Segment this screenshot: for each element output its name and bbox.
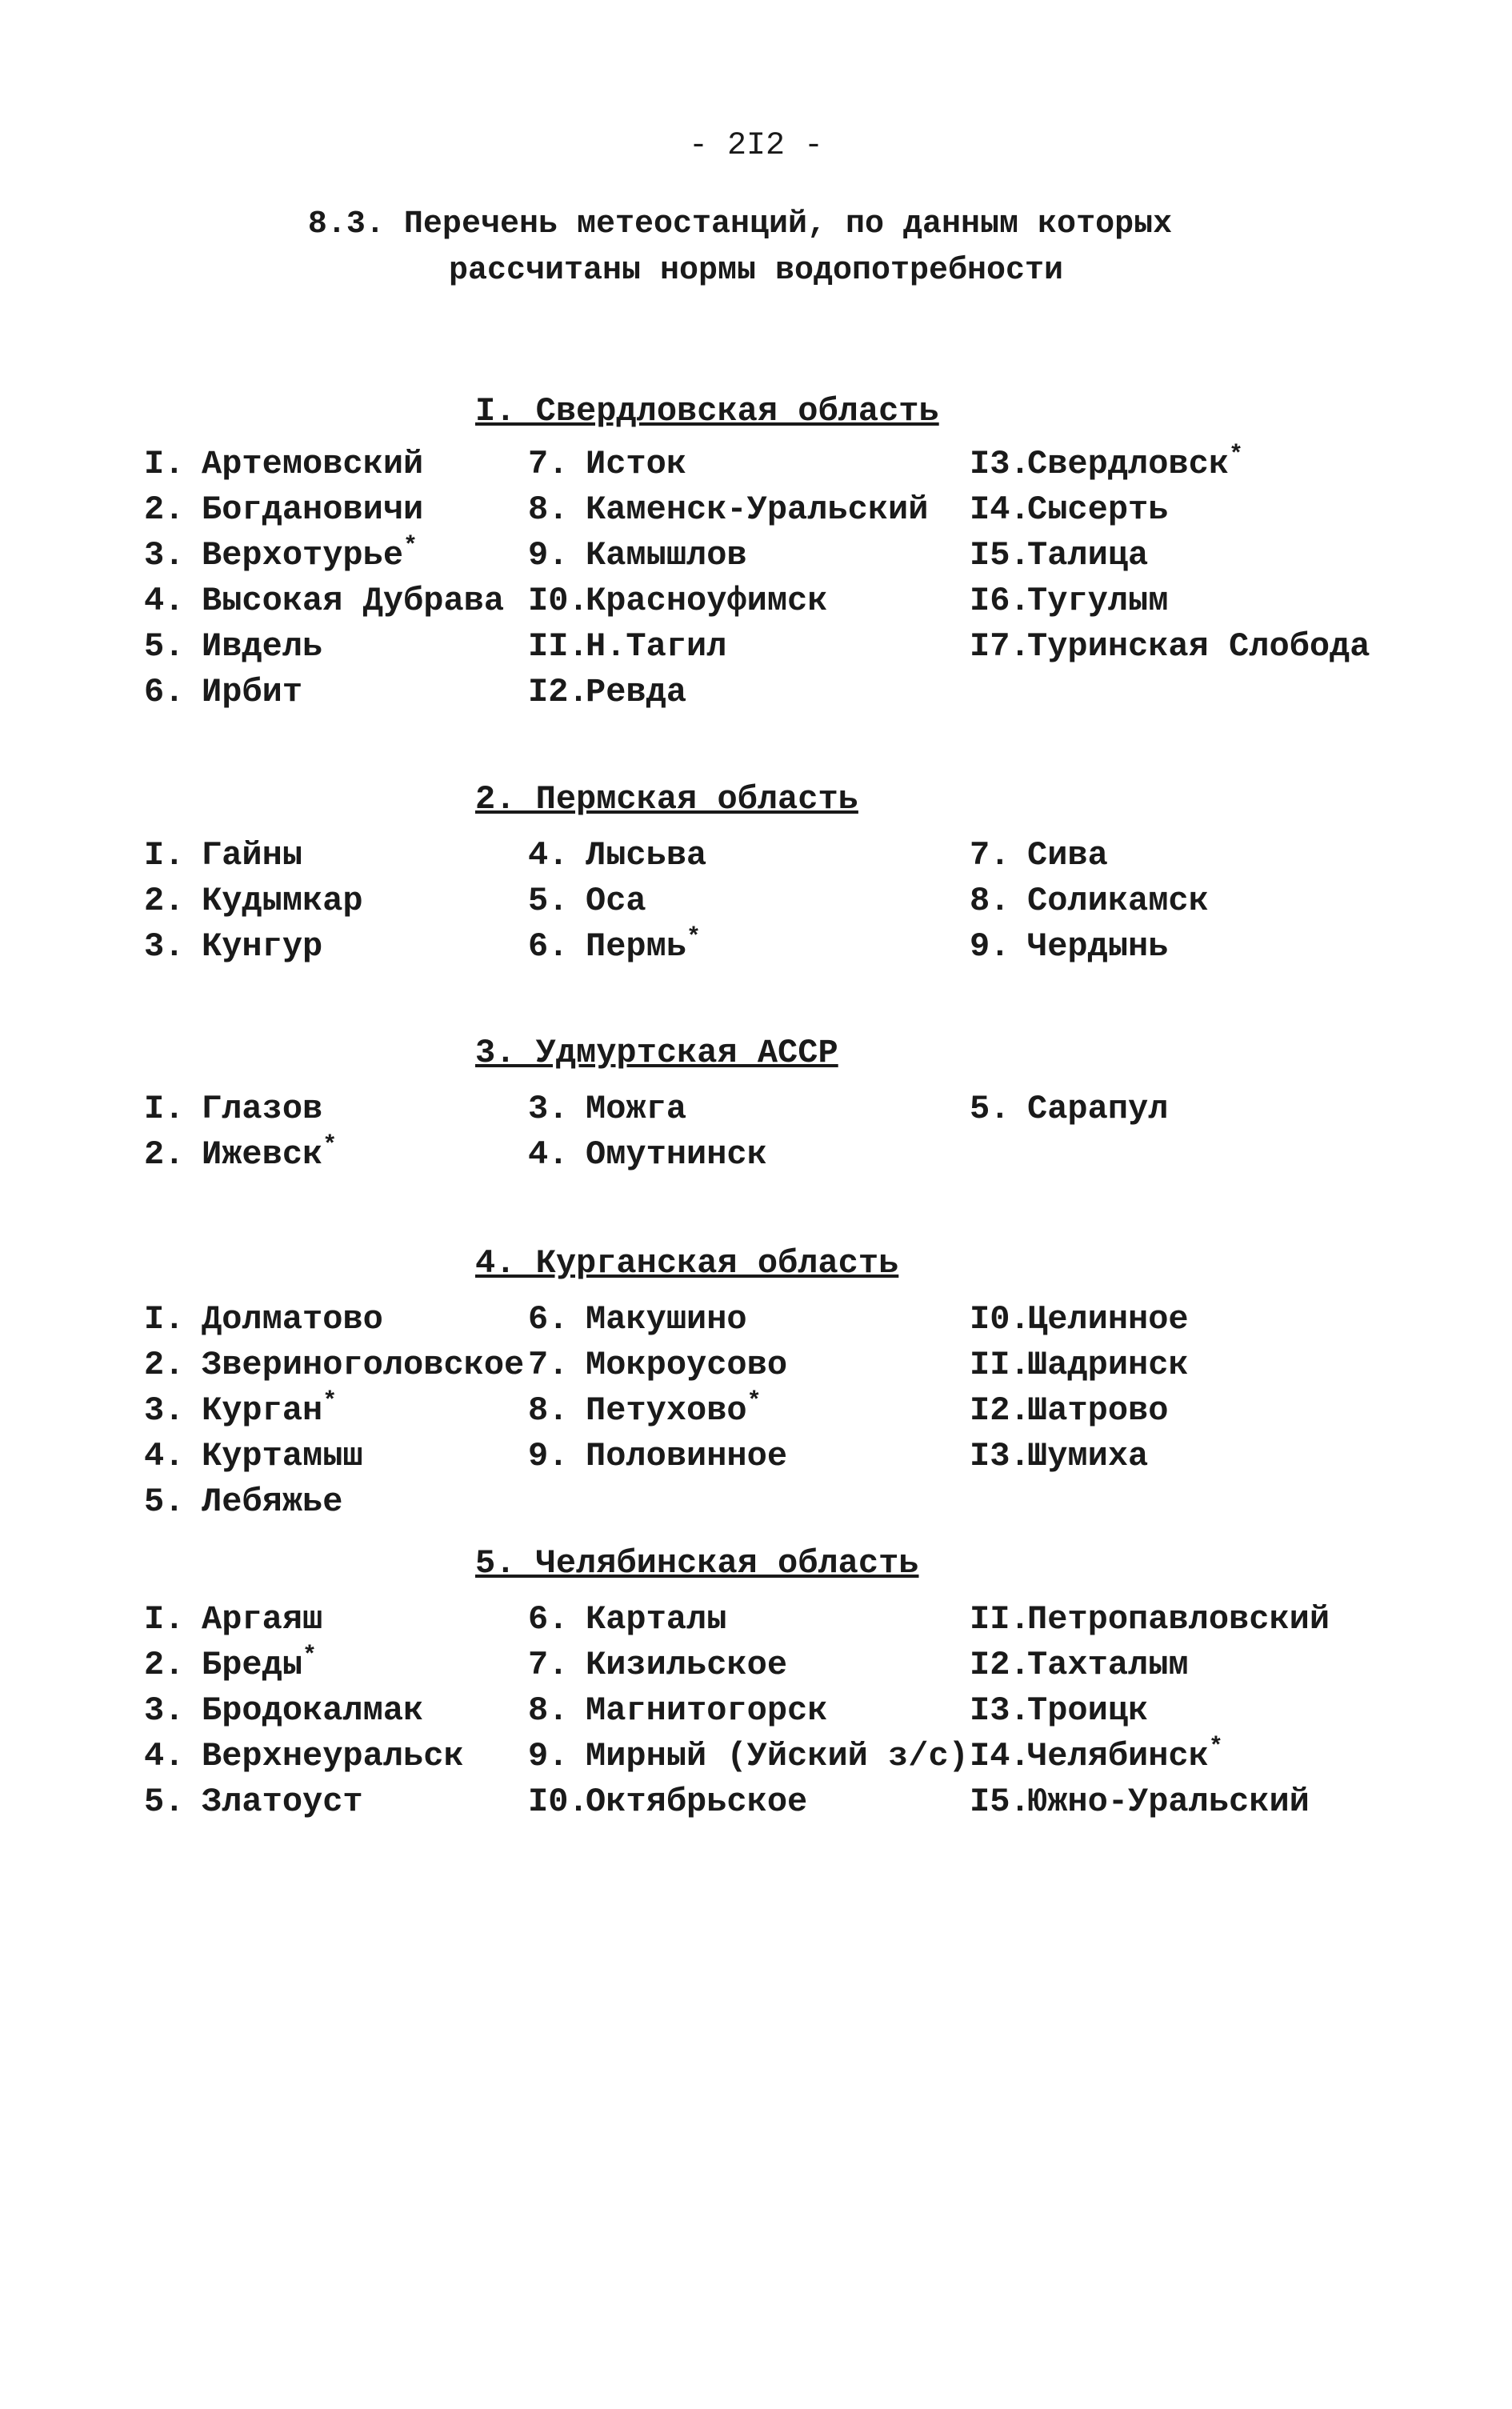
station-column	[144, 1300, 524, 1528]
station-number: 7.	[528, 1346, 569, 1384]
station-name: Долматово	[202, 1300, 383, 1339]
station-number: 5.	[144, 1783, 185, 1821]
title-line-2: рассчитаны нормы водопотребности	[448, 253, 1064, 289]
station-name: Артемовский	[202, 445, 424, 483]
asterisk-mark: *	[1208, 1734, 1223, 1761]
station-item	[144, 533, 504, 582]
station-name: Куртамыш	[202, 1437, 363, 1475]
station-item	[528, 536, 928, 582]
station-number: 4.	[144, 582, 185, 620]
station-name: Ревда	[586, 673, 687, 711]
station-name: Исток	[586, 445, 687, 483]
station-number: 4.	[144, 1737, 185, 1775]
station-name: Сарапул	[1027, 1090, 1169, 1128]
station-item	[970, 1090, 1168, 1135]
station-name: Ижевск	[202, 1135, 323, 1174]
station-item	[528, 582, 928, 627]
section-heading: I. Свердловская область	[475, 392, 939, 430]
station-column	[144, 445, 504, 718]
station-item	[970, 1646, 1330, 1691]
station-name: Ивдель	[202, 627, 323, 666]
station-name: Свердловск	[1027, 445, 1230, 483]
station-item	[528, 1437, 787, 1483]
station-item	[528, 445, 928, 490]
station-item	[528, 1346, 787, 1391]
station-number: I3.	[970, 445, 1030, 483]
station-column	[144, 836, 363, 973]
station-name: Соликамск	[1027, 882, 1209, 920]
station-number: I2.	[528, 673, 589, 711]
station-column	[970, 1090, 1168, 1135]
station-name: Курган	[202, 1391, 323, 1430]
station-number: I4.	[970, 1737, 1030, 1775]
station-name: Бреды	[202, 1646, 303, 1684]
station-number: 8.	[528, 490, 569, 529]
station-item	[970, 1600, 1330, 1646]
station-name: Кунгур	[202, 927, 323, 966]
station-item	[970, 442, 1370, 490]
station-item	[144, 1600, 464, 1646]
station-item	[144, 1346, 524, 1391]
station-item	[144, 1132, 338, 1181]
station-column	[528, 1600, 969, 1828]
station-item	[970, 1783, 1330, 1828]
station-name: Шадринск	[1027, 1346, 1189, 1384]
station-column	[528, 445, 928, 718]
station-item	[144, 673, 504, 718]
station-name: Макушино	[586, 1300, 747, 1339]
station-item	[970, 882, 1209, 927]
station-number: I4.	[970, 490, 1030, 529]
station-name: Бродокалмак	[202, 1691, 424, 1730]
station-item	[528, 1600, 969, 1646]
asterisk-mark: *	[1229, 442, 1244, 469]
station-item	[144, 927, 363, 973]
station-name: Троицк	[1027, 1691, 1149, 1730]
station-item	[970, 1346, 1189, 1391]
station-number: 6.	[528, 927, 569, 966]
page-number: - 2I2 -	[688, 128, 824, 164]
station-item	[144, 1388, 524, 1437]
station-number: I3.	[970, 1691, 1030, 1730]
station-item	[970, 1734, 1330, 1783]
station-number: 6.	[528, 1600, 569, 1639]
station-name: Кизильское	[586, 1646, 788, 1684]
station-number: I5.	[970, 536, 1030, 574]
station-name: Звериноголовское	[202, 1346, 525, 1384]
station-item	[144, 882, 363, 927]
station-number: 3.	[144, 536, 185, 574]
station-name: Чердынь	[1027, 927, 1169, 966]
station-item	[528, 1090, 767, 1135]
station-name: Сысерть	[1027, 490, 1169, 529]
station-number: 9.	[528, 536, 569, 574]
station-number: I3.	[970, 1437, 1030, 1475]
section-heading: 4. Курганская область	[475, 1244, 899, 1283]
station-number: 8.	[528, 1691, 569, 1730]
station-item	[528, 924, 706, 973]
station-name: Верхнеуральск	[202, 1737, 464, 1775]
station-number: 7.	[528, 1646, 569, 1684]
station-name: Целинное	[1027, 1300, 1189, 1339]
station-item	[970, 1300, 1189, 1346]
station-number: 3.	[144, 1391, 185, 1430]
station-name: Каменск-Уральский	[586, 490, 929, 529]
station-number: 5.	[144, 627, 185, 666]
station-item	[528, 1388, 787, 1437]
station-column	[970, 1600, 1330, 1828]
station-number: I0.	[970, 1300, 1030, 1339]
station-name: Верхотурье	[202, 536, 404, 574]
station-number: II.	[970, 1600, 1030, 1639]
station-item	[528, 1691, 969, 1737]
station-name: Туринская Слобода	[1027, 627, 1370, 666]
station-name: Н.Тагил	[586, 627, 727, 666]
station-column	[144, 1090, 337, 1181]
station-number: II.	[970, 1346, 1030, 1384]
station-name: Пермь	[586, 927, 687, 966]
asterisk-mark: *	[403, 533, 418, 560]
station-number: 8.	[528, 1391, 569, 1430]
asterisk-mark: *	[746, 1388, 762, 1415]
asterisk-mark: *	[322, 1132, 338, 1159]
title-line-1: 8.3. Перечень метеостанций, по данным которых	[307, 206, 1173, 242]
station-number: 2.	[144, 490, 185, 529]
station-name: Златоуст	[202, 1783, 363, 1821]
station-name: Кудымкар	[202, 882, 363, 920]
station-item	[970, 1391, 1189, 1437]
station-item	[144, 445, 504, 490]
station-item	[528, 627, 928, 673]
station-column	[528, 1090, 767, 1181]
station-number: 4.	[528, 836, 569, 874]
station-item	[528, 836, 706, 882]
station-number: I5.	[970, 1783, 1030, 1821]
station-number: 3.	[144, 1691, 185, 1730]
station-name: Сива	[1027, 836, 1108, 874]
station-name: Лебяжье	[202, 1483, 343, 1521]
station-name: Тахталым	[1027, 1646, 1189, 1684]
station-number: I0.	[528, 582, 589, 620]
station-name: Глазов	[202, 1090, 323, 1128]
station-name: Карталы	[586, 1600, 727, 1639]
station-number: I7.	[970, 627, 1030, 666]
station-name: Мирный (Уйский з/с)	[586, 1737, 969, 1775]
station-item	[970, 927, 1209, 973]
station-item	[144, 1783, 464, 1828]
station-item	[970, 1691, 1330, 1737]
station-column	[970, 836, 1209, 973]
station-item	[144, 1737, 464, 1783]
station-item	[144, 1300, 524, 1346]
station-column	[970, 1300, 1189, 1483]
station-name: Мокроусово	[586, 1346, 788, 1384]
station-number: I.	[144, 836, 185, 874]
station-item	[144, 836, 363, 882]
station-column	[970, 442, 1370, 673]
station-column	[528, 1300, 787, 1483]
station-name: Октябрьское	[586, 1783, 808, 1821]
station-number: 2.	[144, 1646, 185, 1684]
station-name: Омутнинск	[586, 1135, 767, 1174]
station-number: 2.	[144, 1346, 185, 1384]
station-number: 6.	[528, 1300, 569, 1339]
station-number: I.	[144, 445, 185, 483]
station-item	[970, 490, 1370, 536]
station-number: 4.	[144, 1437, 185, 1475]
station-number: I2.	[970, 1646, 1030, 1684]
station-name: Богдановичи	[202, 490, 424, 529]
station-item	[528, 1783, 969, 1828]
section-heading: 2. Пермская область	[475, 780, 858, 818]
station-name: Красноуфимск	[586, 582, 828, 620]
station-name: Тугулым	[1027, 582, 1169, 620]
station-name: Шумиха	[1027, 1437, 1149, 1475]
station-number: 5.	[528, 882, 569, 920]
station-item	[970, 627, 1370, 673]
station-column	[528, 836, 706, 973]
station-item	[970, 836, 1209, 882]
station-item	[970, 582, 1370, 627]
station-name: Магнитогорск	[586, 1691, 828, 1730]
station-name: Челябинск	[1027, 1737, 1209, 1775]
station-name: Петухово	[586, 1391, 747, 1430]
station-number: 2.	[144, 1135, 185, 1174]
station-item	[970, 536, 1370, 582]
station-name: Высокая Дубрава	[202, 582, 505, 620]
station-number: 4.	[528, 1135, 569, 1174]
station-item	[144, 1691, 464, 1737]
section-heading: 3. Удмуртская АССР	[475, 1034, 838, 1072]
station-name: Шатрово	[1027, 1391, 1169, 1430]
station-number: I.	[144, 1600, 185, 1639]
station-number: II.	[528, 627, 589, 666]
station-name: Аргаяш	[202, 1600, 323, 1639]
station-number: 5.	[970, 1090, 1010, 1128]
station-name: Гайны	[202, 836, 303, 874]
station-number: I2.	[970, 1391, 1030, 1430]
station-item	[528, 1300, 787, 1346]
station-number: 7.	[528, 445, 569, 483]
station-name: Можга	[586, 1090, 687, 1128]
station-name: Ирбит	[202, 673, 303, 711]
station-number: 3.	[528, 1090, 569, 1128]
station-name: Камышлов	[586, 536, 747, 574]
station-number: 2.	[144, 882, 185, 920]
station-item	[144, 1437, 524, 1483]
station-number: 9.	[528, 1437, 569, 1475]
station-item	[528, 490, 928, 536]
station-item	[144, 1090, 337, 1135]
station-name: Лысьва	[586, 836, 707, 874]
station-number: 7.	[970, 836, 1010, 874]
station-number: I0.	[528, 1783, 589, 1821]
station-item	[528, 673, 928, 718]
station-number: 9.	[970, 927, 1010, 966]
station-name: Петропавловский	[1027, 1600, 1330, 1639]
station-number: 9.	[528, 1737, 569, 1775]
station-item	[528, 882, 706, 927]
station-item	[528, 1646, 969, 1691]
asterisk-mark: *	[322, 1388, 338, 1415]
station-number: 8.	[970, 882, 1010, 920]
station-item	[144, 490, 504, 536]
station-number: 5.	[144, 1483, 185, 1521]
station-item	[144, 582, 504, 627]
station-column	[144, 1600, 464, 1828]
station-number: 3.	[144, 927, 185, 966]
station-number: I.	[144, 1300, 185, 1339]
asterisk-mark: *	[302, 1643, 318, 1670]
station-item	[144, 627, 504, 673]
station-number: 6.	[144, 673, 185, 711]
station-number: I.	[144, 1090, 185, 1128]
asterisk-mark: *	[686, 924, 702, 951]
station-name: Южно-Уральский	[1027, 1783, 1310, 1821]
station-name: Оса	[586, 882, 646, 920]
station-item	[970, 1437, 1189, 1483]
station-item	[144, 1643, 464, 1691]
station-name: Половинное	[586, 1437, 788, 1475]
station-item	[144, 1483, 524, 1528]
station-name: Талица	[1027, 536, 1149, 574]
station-number: I6.	[970, 582, 1030, 620]
station-item	[528, 1737, 969, 1783]
station-item	[528, 1135, 767, 1181]
section-heading: 5. Челябинская область	[475, 1544, 919, 1583]
